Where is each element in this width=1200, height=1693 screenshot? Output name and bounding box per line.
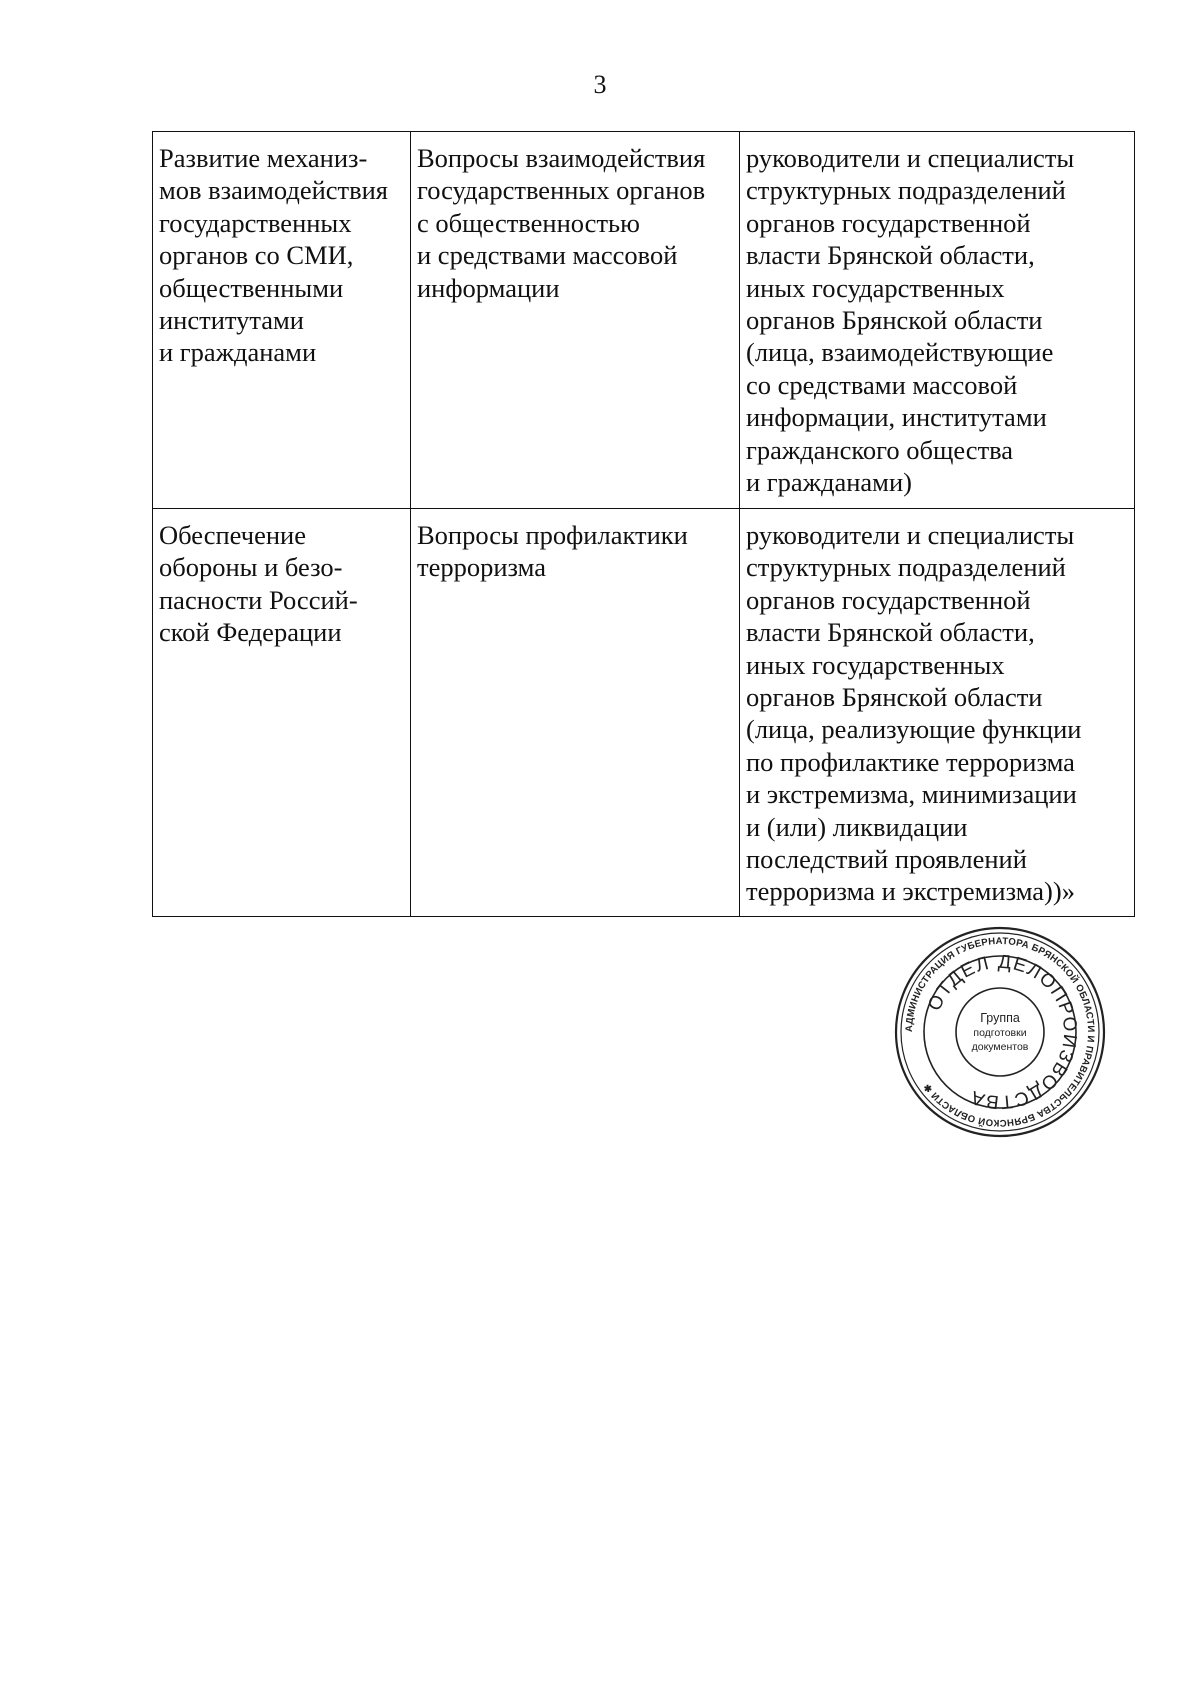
- table-cell-area: Развитие механиз- мов взаимодействия государственных органов со СМИ, общественными институтами и гражданами: [153, 132, 411, 509]
- document-table: [152, 131, 1135, 917]
- seal-center-line: документов: [971, 1041, 1029, 1053]
- seal-center-line: подготовки: [973, 1027, 1027, 1039]
- official-seal: [893, 925, 1107, 1139]
- table-row: [153, 509, 1135, 917]
- page-number: 3: [593, 70, 607, 99]
- seal-center-line: Группа: [980, 1011, 1020, 1025]
- seal-middle-text: ОТДЕЛ ДЕЛОПРОИЗВОДСТВА: [924, 951, 1081, 1113]
- table-row: [153, 132, 1135, 509]
- table-cell-area: Обеспечение обороны и безо- пасности Россий- ской Федерации: [153, 509, 411, 917]
- table-cell-topic: Вопросы профилактики терроризма: [411, 509, 740, 917]
- table-cell-topic: Вопросы взаимодействия государственных органов с общественностью и средствами массовой информации: [411, 132, 740, 509]
- seal-graphic: [893, 925, 1107, 1139]
- seal-outer-text: АДМИНИСТРАЦИЯ ГУБЕРНАТОРА БРЯНСКОЙ ОБЛАСТИ И ПРАВИТЕЛЬСТВА БРЯНСКОЙ ОБЛАСТИ ✱: [903, 935, 1097, 1129]
- table-cell-audience: руководители и специалисты структурных подразделений органов государственной власти Брянской области, иных государственных органов Брянской области (лица, взаимодействующие со средствами массовой информации, институтами гражданского общества и гражданами): [740, 132, 1135, 509]
- table-cell-audience: руководители и специалисты структурных подразделений органов государственной власти Брянской области, иных государственных органов Брянской области (лица, реализующие функции по профилактике терроризма и экстремизма, минимизации и (или) ликвидации последствий проявлений терроризма и экстремизма))»: [740, 509, 1135, 917]
